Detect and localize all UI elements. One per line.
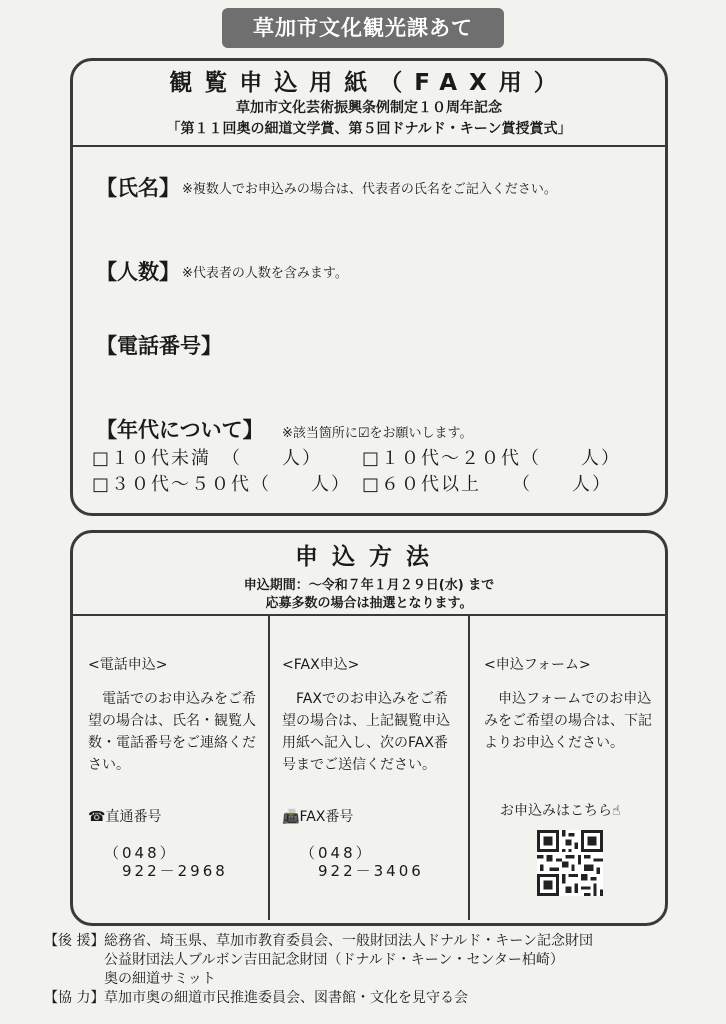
age-option-10s-20s[interactable]: □１０代～２０代（ 人） <box>362 448 622 469</box>
phone-field-label: 【電話番号】 <box>96 334 222 358</box>
phone-number-area-code: （048） <box>104 844 178 862</box>
age-field-label: 【年代について】 <box>96 418 264 442</box>
cooperation-line: 草加市奥の細道市民推進委員会、図書館・文化を見守る会 <box>104 990 468 1006</box>
column-divider-top <box>73 614 665 616</box>
sponsor-line-3: 奥の細道サミット <box>104 971 216 987</box>
qr-code[interactable] <box>537 830 603 896</box>
lottery-note: 応募多数の場合は抽選となります。 <box>265 596 473 611</box>
cooperation-label: 【協 力】 <box>44 990 105 1006</box>
webform-link-row[interactable] <box>500 800 621 820</box>
name-field-label: 【氏名】 <box>96 176 180 200</box>
fax-number-label-row <box>282 806 353 826</box>
form-subtitle-anniversary: 草加市文化芸術振興条例制定１０周年記念 <box>236 100 502 116</box>
fax-method-body: FAXでのお申込みをご希望の場合は、上記観覧申込用紙へ記入し、次のFAX番号までご送信ください。 <box>282 691 450 773</box>
fax-number[interactable]: 922－3406 <box>318 862 424 880</box>
count-input-area[interactable] <box>96 284 636 324</box>
form-subtitle-ceremony: 「第１１回奥の細道文学賞、第５回ドナルド・キーン賞授賞式」 <box>166 121 572 137</box>
age-option-30s-50s[interactable]: □３０代～５０代（ 人） <box>92 474 352 495</box>
phone-method-heading: <電話申込> <box>88 657 168 673</box>
age-field-note: ※該当箇所に☑をお願いします。 <box>282 426 473 441</box>
webform-method-body: 申込フォームでのお申込みをご希望の場合は、下記よりお申込ください。 <box>484 691 652 751</box>
fax-icon: 📠 <box>282 809 300 825</box>
phone-input-area[interactable] <box>96 358 636 408</box>
column-divider-1 <box>268 614 270 920</box>
phone-number-label: 直通番号 <box>105 809 162 825</box>
age-option-under-10[interactable]: □１０代未満 （ 人） <box>92 448 323 469</box>
sponsor-line-2: 公益財団法人ブルボン吉田記念財団（ドナルド・キーン・センター柏崎） <box>104 952 564 968</box>
method-title: 申込方法 <box>295 544 443 570</box>
name-field-note: ※複数人でお申込みの場合は、代表者の氏名をご記入ください。 <box>182 182 557 197</box>
phone-icon: ☎ <box>88 809 106 825</box>
phone-number[interactable]: 922－2968 <box>122 862 228 880</box>
name-input-area[interactable] <box>96 200 636 250</box>
fax-number-label: FAX番号 <box>299 809 354 825</box>
form-title: 観覧申込用紙（FAX用） <box>169 70 569 96</box>
phone-number-label-row <box>88 806 161 826</box>
webform-link-text[interactable]: お申込みはこちら <box>500 803 612 819</box>
application-period: 申込期間：～令和７年１月２９日(水) まで <box>243 578 495 593</box>
fax-method-heading: <FAX申込> <box>282 657 360 673</box>
count-field-label: 【人数】 <box>96 260 180 284</box>
age-option-60s-plus[interactable]: □６０代以上 （ 人） <box>362 474 613 495</box>
pointer-icon: ☝ <box>612 803 621 819</box>
sponsor-label: 【後 援】 <box>44 933 105 949</box>
sponsor-line-1: 総務省、埼玉県、草加市教育委員会、一般財団法人ドナルド・キーン記念財団 <box>104 933 594 949</box>
column-divider-2 <box>468 614 470 920</box>
webform-method-heading: <申込フォーム> <box>484 657 591 673</box>
addressee-banner: 草加市文化観光課あて <box>222 8 504 48</box>
count-field-note: ※代表者の人数を含みます。 <box>182 266 348 281</box>
fax-number-area-code: （048） <box>300 844 374 862</box>
phone-method-body: 電話でのお申込みをご希望の場合は、氏名・観覧人数・電話番号をご連絡ください。 <box>88 691 256 773</box>
